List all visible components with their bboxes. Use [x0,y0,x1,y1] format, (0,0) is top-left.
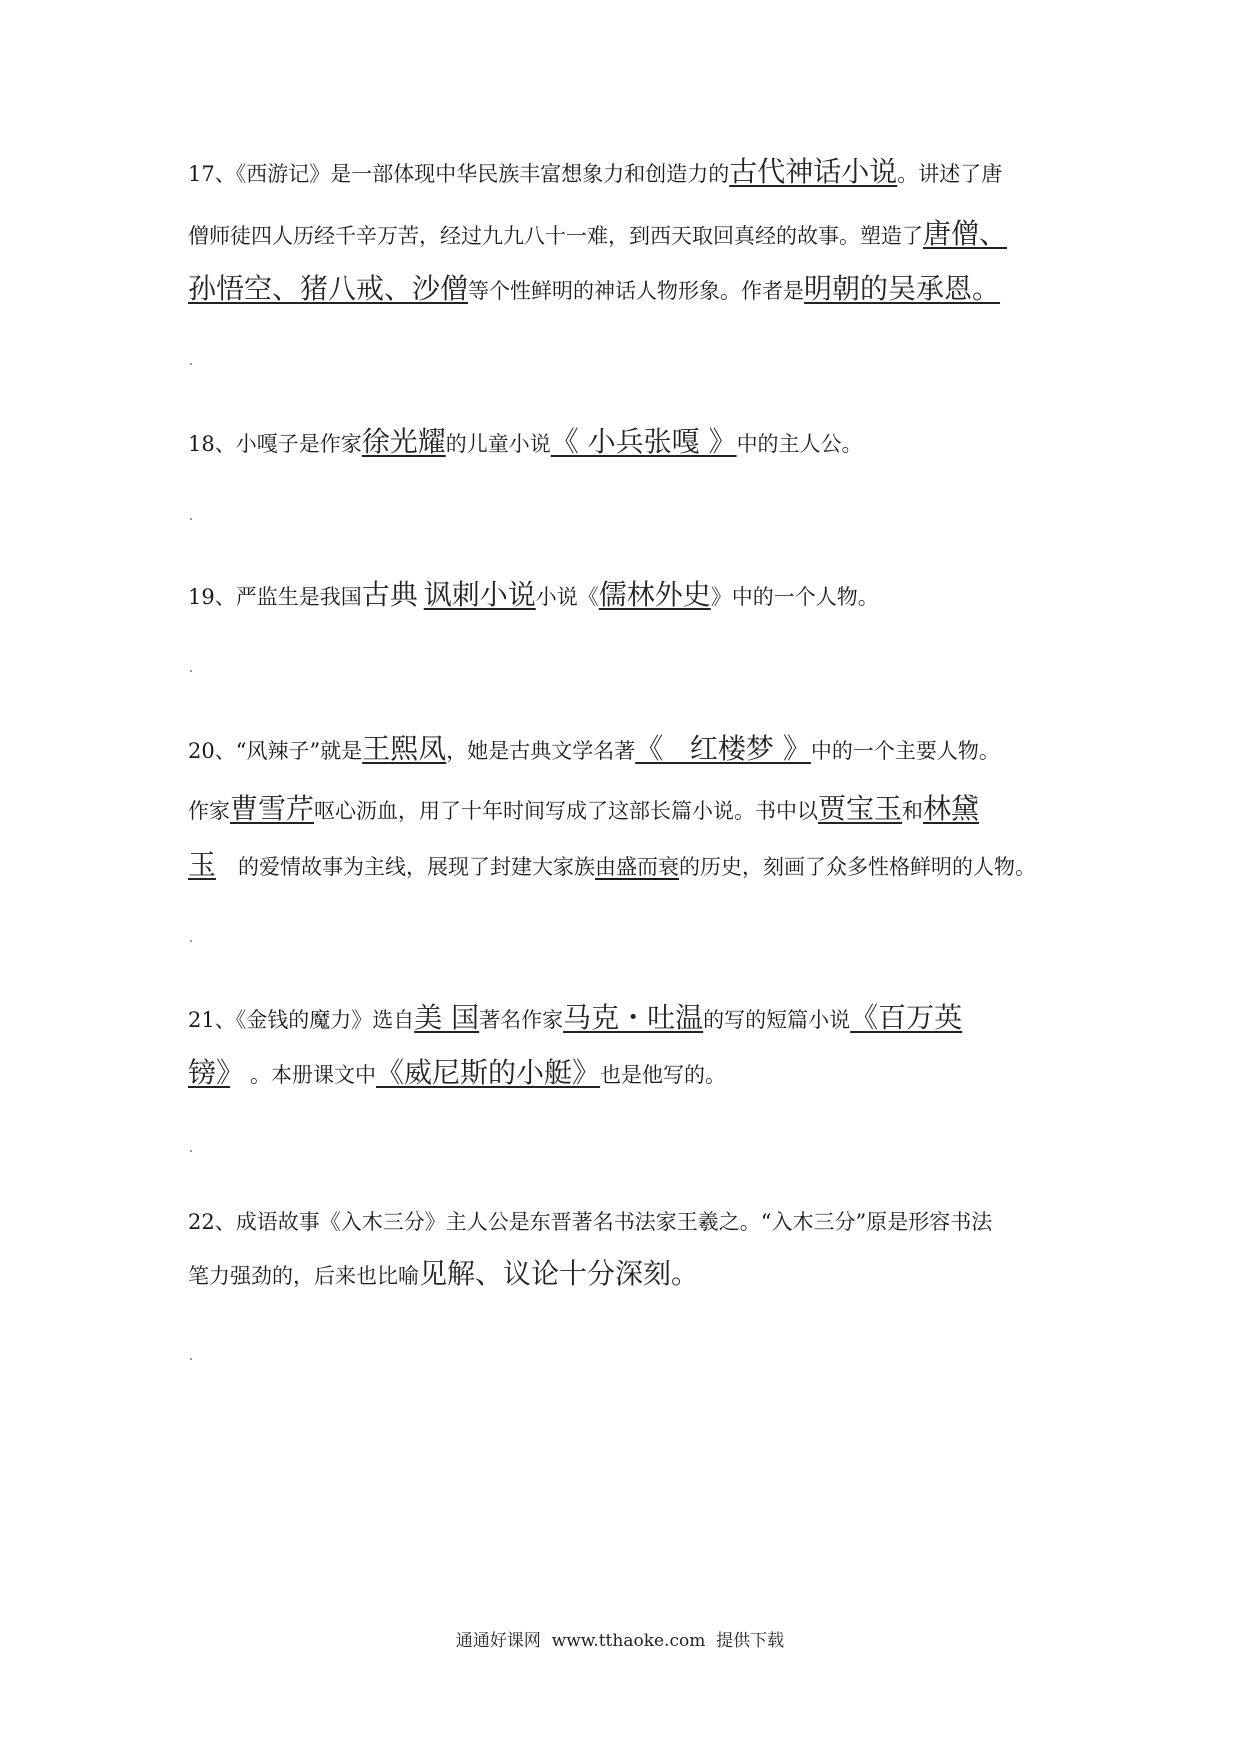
scan-speck [190,518,192,520]
q19-answer-title: 儒林外史 [598,578,711,611]
page-footer: 通通好课网 www.tthaoke.com 提供下载 [455,1631,785,1651]
q18-text: 中的主人公。 [736,432,863,456]
q20-text: 和 [902,799,924,823]
q20-text: ，她是古典文学名著 [446,739,636,763]
q20-text: 呕心沥血，用了十年时间写成了这部长篇小说。书中以 [314,799,819,823]
q18-text: 的儿童小说 [445,432,551,456]
scan-speck [190,670,192,672]
q18-answer-title: 《 小兵张嘎 》 [550,425,737,458]
q21-line-2 [188,1051,726,1091]
q22-text: 22、成语故事《入木三分》主人公是东晋著名书法家王羲之。“入木三分”原是形容书法 [188,1210,993,1234]
q20-text: 的爱情故事为主线，展现了封建大家族 [238,855,596,879]
q22-line-2 [188,1252,699,1292]
q20-line-3 [188,843,1036,883]
q21-answer-title: 镑》 [188,1056,231,1089]
q20-text: 20、“风辣子”就是 [188,739,363,763]
q20-answer-character: 林黛 [923,792,980,825]
q22-line-1 [188,1206,992,1236]
q17-line-3 [188,267,1000,307]
q18-text: 18、小嘎子是作家 [188,432,362,456]
q20-answer-title: 《 红楼梦 》 [635,732,811,765]
q22-text: 笔力强劲的，后来也比喻 [188,1264,419,1288]
q21-answer-author: 马克・吐温 [563,1001,704,1034]
q19-text: 》中的一个人物。 [710,585,879,609]
q21-text: 著名作家 [479,1008,564,1032]
q20-answer-phrase: 由盛而衰 [595,855,680,879]
q20-answer-author: 曹雪芹 [230,792,315,825]
q21-text: 。本册课文中 [250,1063,377,1087]
q17-answer-characters: 孙悟空、猪八戒、沙僧 [188,272,469,305]
q21-text: 的写的短篇小说 [703,1008,851,1032]
q21-text: 21、《金钱的魔力》选自 [188,1008,415,1032]
q20-line-2 [188,787,979,827]
q20-text: 作家 [188,799,230,823]
scan-speck [190,1150,192,1152]
q17-text: 17、《西游记》是一部体现中华民族丰富想象力和创造力的 [188,162,730,186]
q17-answer-characters: 唐僧、 [923,217,1008,250]
q21-text: 也是他写的。 [600,1063,727,1087]
q22-answer-meaning: 见解、议论十分深刻。 [419,1257,700,1290]
q18-answer-author: 徐光耀 [361,425,446,458]
scan-speck [190,940,192,942]
q21-answer-country: 美 国 [414,1001,480,1034]
q20-text: 的历史，刻画了众多性格鲜明的人物。 [679,855,1037,879]
q17-text: 。讲述了唐 [897,162,1003,186]
q17-answer-author: 明朝的吴承恩。 [804,272,1001,305]
q19-line-1 [188,573,879,613]
scan-speck [190,363,192,365]
q18-line-1 [188,420,863,460]
scan-speck [190,1358,192,1360]
q17-text: 等个性鲜明的神话人物形象。作者是 [468,279,805,303]
q19-answer-genre: 讽刺小说 [423,578,536,611]
q21-line-1 [188,996,962,1036]
q17-answer-genre: 古代神话小说 [729,155,898,188]
q20-line-1 [188,727,1000,767]
q19-text: 小说《 [535,585,599,609]
q17-line-1 [188,150,1002,190]
q20-answer-character: 贾宝玉 [818,792,903,825]
q21-answer-lesson: 《威尼斯的小艇》 [376,1056,601,1089]
q17-line-2 [188,212,1007,252]
q17-text: 僧师徒四人历经千辛万苦，经过九九八十一难，到西天取回真经的故事。塑造了 [188,224,923,248]
q19-text: 19、严监生是我国 [188,585,362,609]
q19-answer-era: 古典 [361,578,418,611]
q20-answer-character: 王熙凤 [362,732,447,765]
q20-answer-character: 玉 [188,848,217,881]
q20-text: 中的一个主要人物。 [810,739,1000,763]
q21-answer-title: 《百万英 [850,1001,963,1034]
